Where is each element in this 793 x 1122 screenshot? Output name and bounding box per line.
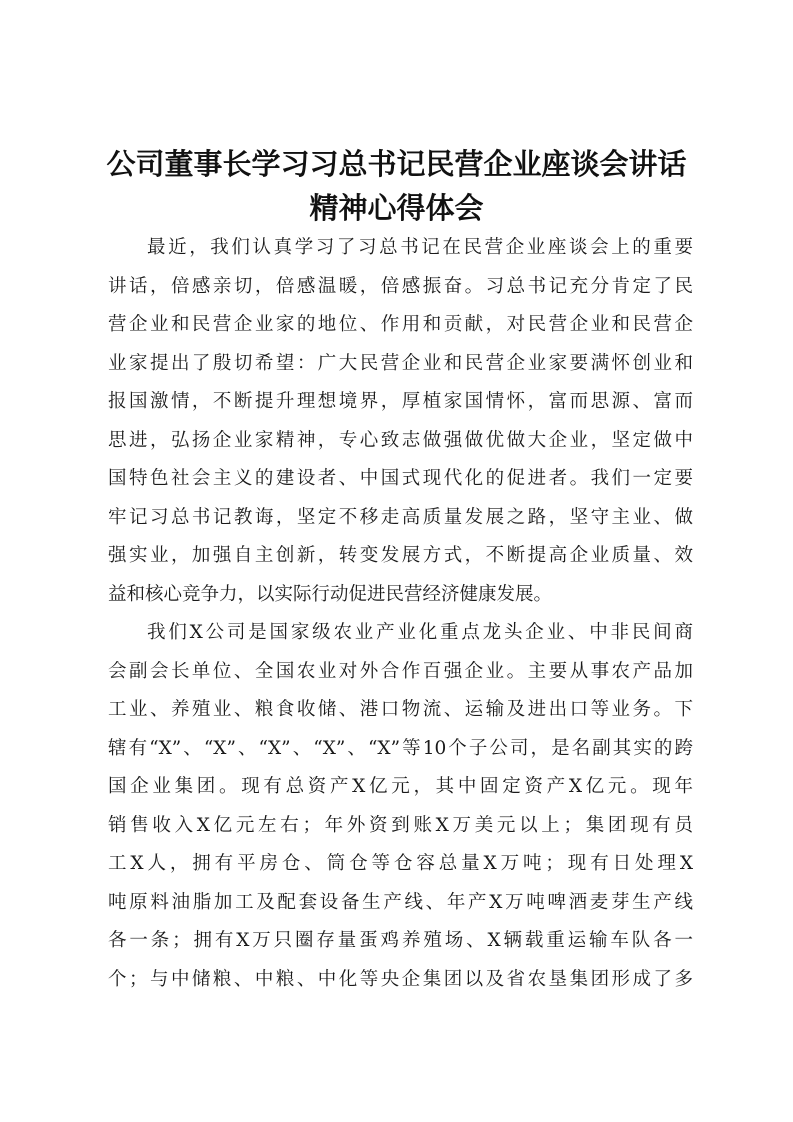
paragraph-line: 工X人，拥有平房仓、筒仓等仓容总量X万吨；现有日处理X: [108, 853, 693, 874]
paragraph-line: 营企业和民营企业家的地位、作用和贡献，对民营企业和民营企: [108, 314, 693, 335]
document-title-line-1: 公司董事长学习习总书记民营企业座谈会讲话: [106, 147, 687, 181]
paragraph-line: 最近，我们认真学习了习总书记在民营企业座谈会上的重要: [147, 237, 693, 258]
paragraph-line: 牢记习总书记教诲，坚定不移走高质量发展之路，坚守主业、做: [108, 506, 693, 528]
paragraph-line: 各一条；拥有X万只圈存量蛋鸡养殖场、X辆载重运输车队各一: [108, 930, 693, 951]
paragraph-line: 强实业，加强自主创新，转变发展方式，不断提高企业质量、效: [108, 545, 693, 566]
paragraph-line: 销售收入X亿元左右；年外资到账X万美元以上；集团现有员: [108, 814, 693, 836]
document-title-line-2: 精神心得体会: [309, 191, 484, 225]
paragraph-line: 工业、养殖业、粮食收储、港口物流、运输及进出口等业务。下: [108, 699, 693, 720]
paragraph-line: 个；与中储粮、中粮、中化等央企集团以及省农垦集团形成了多: [108, 968, 693, 990]
paragraph-line: 国特色社会主义的建设者、中国式现代化的促进者。我们一定要: [108, 468, 693, 489]
paragraph-line: 辖有“X”、“X”、“X”、“X”、“X”等10个子公司，是名副其实的跨: [108, 737, 693, 759]
paragraph-line: 吨原料油脂加工及配套设备生产线、年产X万吨啤酒麦芽生产线: [108, 891, 693, 913]
document-body: [108, 229, 693, 999]
paragraph-1: [108, 229, 693, 614]
paragraph-line: 报国激情，不断提升理想境界，厚植家国情怀，富而思源、富而: [108, 391, 693, 412]
paragraph-line: 会副会长单位、全国农业对外合作百强企业。主要从事农产品加: [108, 660, 693, 682]
paragraph-line: 国企业集团。现有总资产X亿元，其中固定资产X亿元。现年: [108, 776, 693, 797]
paragraph-line: 益和核心竞争力，以实际行动促进民营经济健康发展。: [108, 583, 553, 605]
paragraph-line: 思进，弘扬企业家精神，专心致志做强做优做大企业，坚定做中: [108, 429, 693, 451]
paragraph-2: [108, 614, 693, 999]
paragraph-line: 我们X公司是国家级农业产业化重点龙头企业、中非民间商: [147, 622, 693, 643]
paragraph-line: 业家提出了殷切希望：广大民营企业和民营企业家要满怀创业和: [108, 352, 693, 374]
paragraph-line: 讲话，倍感亲切，倍感温暖，倍感振奋。习总书记充分肯定了民: [108, 275, 693, 297]
